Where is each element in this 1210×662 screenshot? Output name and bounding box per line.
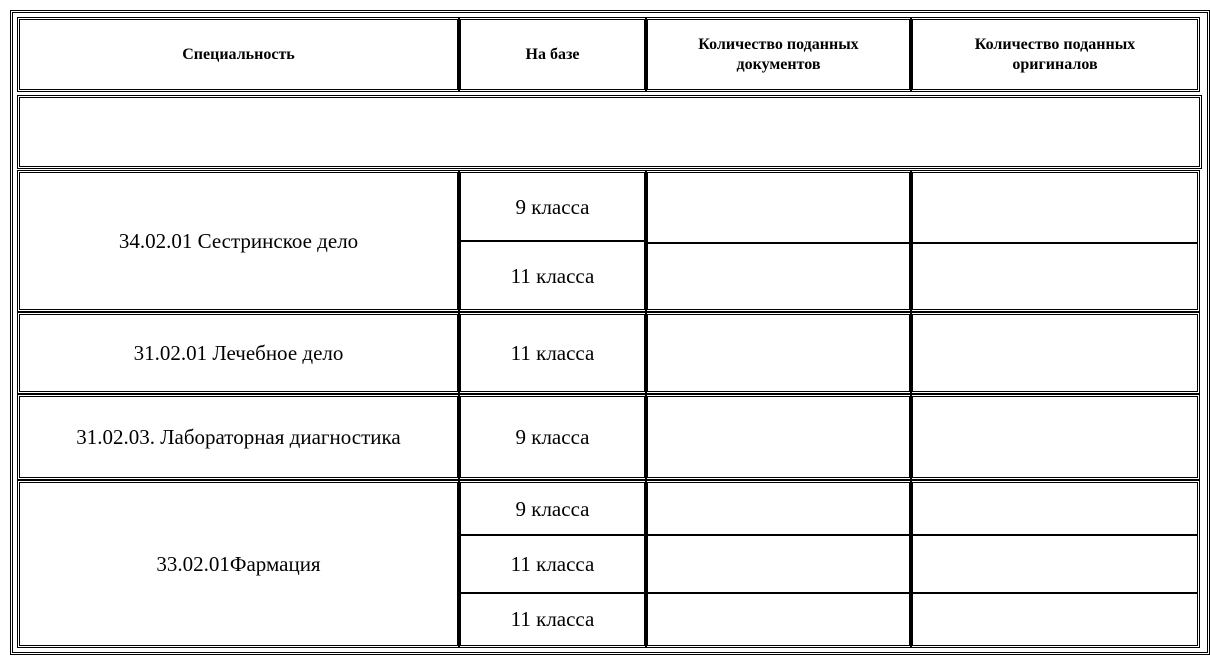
header-specialty-label: Специальность (182, 45, 295, 63)
row-specialty-lab-diagnostics (17, 394, 460, 480)
docs-sub-cell (648, 173, 909, 242)
base-label: 11 класса (510, 263, 595, 288)
header-originals (910, 17, 1200, 92)
base-label: 11 класса (510, 341, 595, 365)
header-originals-label: Количество поданных оригиналов (974, 35, 1136, 73)
header-base-label: На базе (525, 45, 580, 63)
base-sub-cell (461, 592, 644, 645)
docs-cell (645, 480, 912, 648)
originals-cell (910, 170, 1200, 312)
docs-sub-cell (648, 534, 909, 591)
row-base-cell (458, 312, 647, 394)
docs-cell (645, 394, 912, 480)
docs-sub-cell (648, 592, 909, 645)
row-base-cell (458, 170, 647, 312)
row-specialty-pharmacy (17, 480, 460, 648)
empty-band-row (17, 95, 1202, 169)
originals-cell (910, 394, 1200, 480)
base-sub-cell (461, 173, 644, 240)
specialty-label: 33.02.01Фармация (156, 552, 321, 576)
originals-sub-cell (913, 483, 1197, 534)
base-label: 11 класса (510, 607, 595, 632)
base-sub-cell (461, 240, 644, 309)
row-base-cell (458, 394, 647, 480)
originals-cell (910, 480, 1200, 648)
originals-cell (910, 312, 1200, 394)
docs-cell (645, 170, 912, 312)
base-sub-cell (461, 534, 644, 591)
specialty-label: 34.02.01 Сестринское дело (118, 229, 359, 253)
header-docs-label: Количество поданных документов (698, 35, 859, 73)
base-label: 9 класса (515, 496, 590, 521)
originals-sub-cell (913, 242, 1197, 309)
header-specialty (17, 17, 460, 92)
originals-sub-cell (913, 534, 1197, 591)
header-base (458, 17, 647, 92)
header-docs (645, 17, 912, 92)
originals-sub-cell (913, 173, 1197, 242)
specialty-label: 31.02.03. Лабораторная диагностика (76, 425, 401, 449)
docs-sub-cell (648, 242, 909, 309)
base-sub-cell (461, 483, 644, 534)
row-specialty-general-medicine (17, 312, 460, 394)
row-base-cell (458, 480, 647, 648)
base-label: 11 класса (510, 551, 595, 576)
row-specialty-nursing (17, 170, 460, 312)
docs-sub-cell (648, 483, 909, 534)
base-label: 9 класса (515, 194, 590, 219)
docs-cell (645, 312, 912, 394)
specialty-label: 31.02.01 Лечебное дело (133, 341, 344, 365)
base-label: 9 класса (515, 425, 590, 449)
originals-sub-cell (913, 592, 1197, 645)
